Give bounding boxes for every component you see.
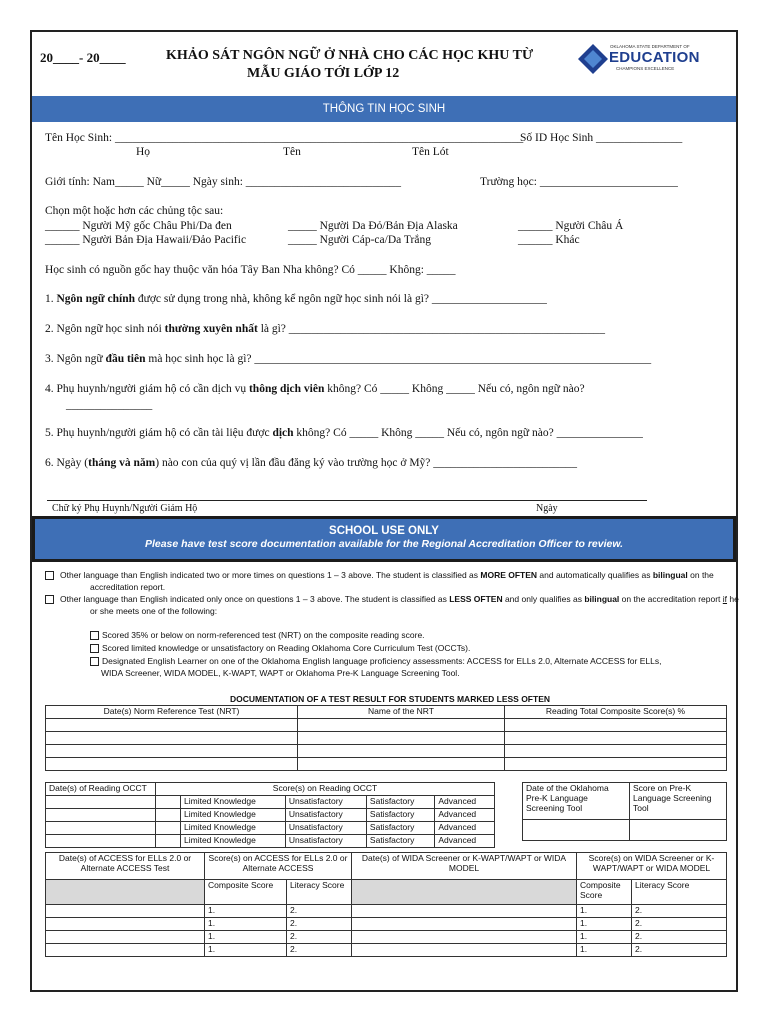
opt2-cont: or she meets one of the following: — [90, 606, 218, 616]
table-row: 1. 2. 1. 2. — [46, 944, 727, 957]
student-id-field[interactable]: Số ID Học Sinh _______________ — [520, 132, 683, 144]
access-score-header: Score(s) on ACCESS for ELLs 2.0 or Alternate ACCESS — [205, 853, 352, 880]
table-row: Limited Knowledge Unsatisfactory Satisfactory Advanced — [46, 809, 495, 822]
composite-score-label: Composite Score — [205, 880, 287, 905]
occt-date-header: Date(s) of Reading OCCT — [46, 783, 156, 796]
table-row: 1. 2. 1. 2. — [46, 931, 727, 944]
checkbox-icon — [45, 571, 54, 580]
literacy-score-label: Literacy Score — [632, 880, 727, 905]
race-option[interactable]: _____ Người Cáp-ca/Da Trắng — [288, 234, 431, 246]
signature-label: Chữ ký Phụ Huynh/Người Giám Hộ — [52, 503, 198, 514]
race-option[interactable]: ______ Người Châu Á — [518, 220, 624, 232]
question-4[interactable]: 4. Phụ huynh/người giám hộ có cần dịch vụ thông dịch viên không? Có _____ Không _____ Nếu có, ngôn ngữ nào? — [45, 383, 585, 395]
label-ten: Tên — [283, 146, 301, 158]
signature-line[interactable] — [47, 500, 647, 501]
prek-table — [522, 782, 727, 841]
nrt-date-header: Date(s) Norm Reference Test (NRT) — [46, 706, 298, 719]
level-adv: Advanced — [435, 796, 495, 809]
question-6[interactable]: 6. Ngày (tháng và năm) nào con của quý vị lần đầu đăng ký vào trường học ở Mỹ? _________________________ — [45, 457, 578, 469]
school-field[interactable]: Trường học: ________________________ — [480, 176, 678, 188]
race-intro: Chọn một hoặc hơn các chủng tộc sau: — [45, 205, 224, 217]
checkbox-icon — [90, 631, 99, 640]
school-use-band — [32, 516, 736, 562]
checkbox-icon — [45, 595, 54, 604]
table-row — [46, 732, 727, 745]
documentation-title: DOCUMENTATION OF A TEST RESULT FOR STUDENTS MARKED LESS OFTEN — [230, 694, 551, 704]
hispanic-question[interactable]: Học sinh có nguồn gốc hay thuộc văn hóa Tây Ban Nha không? Có _____ Không: _____ — [45, 264, 456, 276]
prek-score-header: Score on Pre-K Language Screening Tool — [630, 783, 727, 820]
access-date-header: Date(s) of ACCESS for ELLs 2.0 or Alternate ACCESS Test — [46, 853, 205, 880]
education-logo: OKLAHOMA STATE DEPARTMENT OF EDUCATION CHAMPIONS EXCELLENCE — [576, 42, 688, 78]
literacy-score-label: Literacy Score — [287, 880, 352, 905]
student-info-band: THÔNG TIN HỌC SINH — [32, 96, 736, 122]
table-row — [46, 796, 495, 809]
question-4-line[interactable]: _______________ — [66, 399, 153, 411]
table-row: 1. 2. 1. 2. — [46, 905, 727, 918]
race-option[interactable]: _____ Người Da Đỏ/Bản Địa Alaska — [288, 220, 458, 232]
race-option[interactable]: ______ Người Bản Địa Hawaii/Đảo Pacific — [45, 234, 247, 246]
composite-score-label: Composite Score — [577, 880, 632, 905]
access-table — [45, 852, 727, 957]
wida-date-header: Date(s) of WIDA Screener or K-WAPT/WAPT or WIDA MODEL — [352, 853, 577, 880]
date-label: Ngày — [536, 503, 558, 514]
opt1-cont: accreditation report. — [90, 582, 166, 592]
nrt-table — [45, 705, 727, 771]
table-row: 1. 2. 1. 2. — [46, 918, 727, 931]
race-option[interactable]: ______ Người Mỹ gốc Châu Phi/Da đen — [45, 220, 232, 232]
school-use-subtitle: Please have test score documentation available for the Regional Accreditation Officer to review. — [144, 538, 624, 550]
level-limited: Limited Knowledge — [181, 796, 286, 809]
race-option[interactable]: ______ Khác — [518, 234, 580, 246]
table-row — [523, 820, 727, 841]
student-name-field[interactable]: Tên Học Sinh: _______________________________________________________________________ — [45, 132, 524, 144]
prek-date-header: Date of the Oklahoma Pre-K Language Screening Tool — [523, 783, 630, 820]
question-1[interactable]: 1. Ngôn ngữ chính được sử dụng trong nhà, không kể ngôn ngữ học sinh nói là gì? ____________________ — [45, 293, 547, 305]
page-title: KHẢO SÁT NGÔN NGỮ Ở NHÀ CHO CÁC HỌC KHU TỪ — [166, 48, 534, 63]
occt-score-header: Score(s) on Reading OCCT — [156, 783, 495, 796]
label-ho: Họ — [136, 146, 151, 158]
table-row: Limited Knowledge Unsatisfactory Satisfactory Advanced — [46, 822, 495, 835]
school-year: 20____- 20____ — [40, 50, 126, 65]
table-row — [46, 758, 727, 771]
criteria-el[interactable]: Designated English Learner on one of the Oklahoma English language proficiency assessments: ACCESS for ELLs 2.0, Alternate ACCESS for ELLs, — [90, 656, 661, 666]
checkbox-icon — [90, 644, 99, 653]
question-2[interactable]: 2. Ngôn ngữ học sinh nói thường xuyên nhất là gì? _______________________________________________________ — [45, 323, 606, 335]
criteria-occt[interactable]: Scored limited knowledge or unsatisfactory on Reading Oklahoma Core Curriculum Test (OCCTs). — [90, 643, 470, 653]
school-use-title: SCHOOL USE ONLY — [329, 525, 439, 537]
page-title-line2: MẪU GIÁO TỚI LỚP 12 — [247, 66, 400, 81]
table-row: Limited Knowledge Unsatisfactory Satisfactory Advanced — [46, 835, 495, 848]
label-tenlot: Tên Lót — [412, 146, 449, 158]
question-3[interactable]: 3. Ngôn ngữ đầu tiên mà học sinh học là gì? _____________________________________________________________________ — [45, 353, 652, 365]
question-5[interactable]: 5. Phụ huynh/người giám hộ có cần tài liệu được dịch không? Có _____ Không _____ Nếu có, ngôn ngữ nào? _______________ — [45, 427, 643, 439]
wida-score-header: Score(s) on WIDA Screener or K-WAPT/WAPT or WIDA MODEL — [577, 853, 727, 880]
table-row — [46, 745, 727, 758]
table-row — [46, 719, 727, 732]
checkbox-icon — [90, 657, 99, 666]
criteria-nrt[interactable]: Scored 35% or below on norm-referenced test (NRT) on the composite reading score. — [90, 630, 425, 640]
checkbox-more-often[interactable]: Other language than English indicated two or more times on questions 1 – 3 above. The student is classified as MORE OFTEN and automatically qualifies as bilingual on the — [45, 570, 714, 580]
criteria-el-cont: WIDA Screener, WIDA MODEL, K-WAPT, WAPT or Oklahoma Pre-K Language Screening Tool. — [101, 668, 460, 678]
level-unsat: Unsatisfactory — [285, 796, 366, 809]
diamond-logo-icon — [576, 42, 610, 76]
nrt-score-header: Reading Total Composite Score(s) % — [505, 706, 727, 719]
occt-table — [45, 782, 495, 848]
nrt-name-header: Name of the NRT — [298, 706, 505, 719]
level-sat: Satisfactory — [366, 796, 434, 809]
gender-dob-field[interactable]: Giới tính: Nam_____ Nữ_____ Ngày sinh: ___________________________ — [45, 176, 402, 188]
checkbox-less-often[interactable]: Other language than English indicated only once on questions 1 – 3 above. The student is classified as LESS OFTEN and only qualifies as bilingual on the accreditation report if he — [45, 594, 739, 604]
